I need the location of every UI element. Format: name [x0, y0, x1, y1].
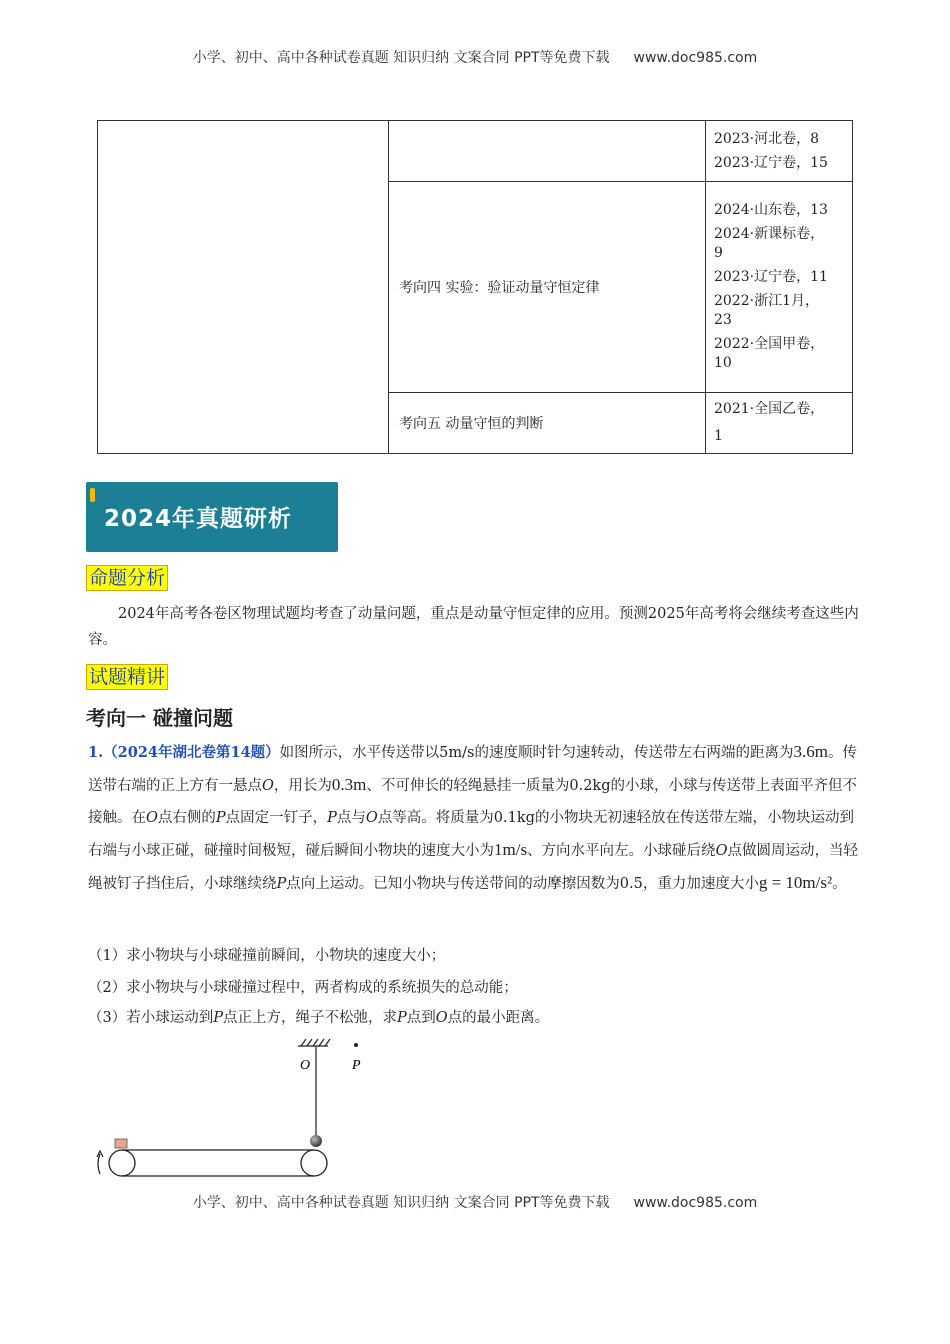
conveyor-figure [86, 1036, 361, 1186]
problem-number: 1.（2024年湖北卷第14题） [88, 744, 280, 761]
table-cell-topic-4: 考向四 实验：验证动量守恒定律 [389, 182, 706, 393]
question-2: （2）求小物块与小球碰撞过程中，两者构成的系统损失的总动能； [88, 980, 518, 996]
rotation-arrow-icon [98, 1154, 100, 1174]
table-cell-blank [98, 121, 389, 454]
analysis-paragraph: 2024年高考各卷区物理试题均考查了动量问题，重点是动量守恒定律的应用。预测2025年高考将会继续考查这些内容。 [88, 606, 859, 648]
problem-text: 1.（2024年湖北卷第14题）如图所示，水平传送带以5m/s的速度顺时针匀速转动，传送带左右两端的距离为3.6m。传送带右端的正上方有一悬点O，用长为0.3m、不可伸长的轻绳悬挂一质量为0.2kg的小球，小球与传送带上表面平齐但不接触。在O点右侧的P点固定一钉子，P点与O点等高。将质量为0.1kg的小物块无初速轻放在传送带左端，小物块运动到右端与小球正碰，碰撞时间极短，碰后瞬间小物块的速度大小为1m/s、方向水平向左。小球碰后绕O点做圆周运动，当轻绳被钉子挡住后，小球继续绕P点向上运动。已知小物块与传送带间的动摩擦因数为0.5，重力加速度大小g = 10m/s²。 [88, 742, 858, 892]
label-O: O [300, 1058, 311, 1073]
table-cell-refs-3: 2021·全国乙卷， 1 [706, 393, 853, 454]
table-cell-refs-2: 2024·山东卷，13 2024·新课标卷， 9 2023·辽宁卷，11 2022·浙江1月， 23 2022·全国甲卷， 10 [706, 182, 853, 393]
banner-title: 2024年真题研析 [104, 506, 293, 532]
page-footer [0, 1192, 950, 1212]
table-cell-empty [389, 121, 706, 182]
label-P: P [352, 1058, 361, 1073]
block [115, 1139, 127, 1148]
footer-site-link[interactable]: www.doc985.com [633, 1195, 758, 1211]
ceiling-hatch [298, 1039, 330, 1046]
section-banner [86, 482, 338, 552]
exam-topic-table [97, 120, 853, 454]
table-cell-refs-1: 2023·河北卷，8 2023·辽宁卷，15 [706, 121, 853, 182]
question-1: （1）求小物块与小球碰撞前瞬间，小物块的速度大小； [88, 948, 446, 964]
ball [310, 1135, 322, 1147]
page-header [0, 47, 950, 67]
left-pulley [109, 1150, 135, 1176]
header-text: 小学、初中、高中各种试卷真题 知识归纳 文案合同 PPT等免费下载 [192, 50, 610, 66]
right-pulley [301, 1150, 327, 1176]
table-cell-topic-5: 考向五 动量守恒的判断 [389, 393, 706, 454]
lecture-tag: 试题精讲 [86, 664, 168, 690]
banner-accent-mark [90, 488, 95, 502]
section-title: 考向一 碰撞问题 [86, 706, 233, 730]
footer-text: 小学、初中、高中各种试卷真题 知识归纳 文案合同 PPT等免费下载 [192, 1195, 610, 1211]
header-site-link[interactable]: www.doc985.com [633, 50, 758, 66]
analysis-tag: 命题分析 [86, 565, 168, 591]
nail-dot [354, 1043, 358, 1047]
question-3: （3）若小球运动到P点正上方，绳子不松弛，求P点到O点的最小距离。 [88, 1010, 550, 1026]
